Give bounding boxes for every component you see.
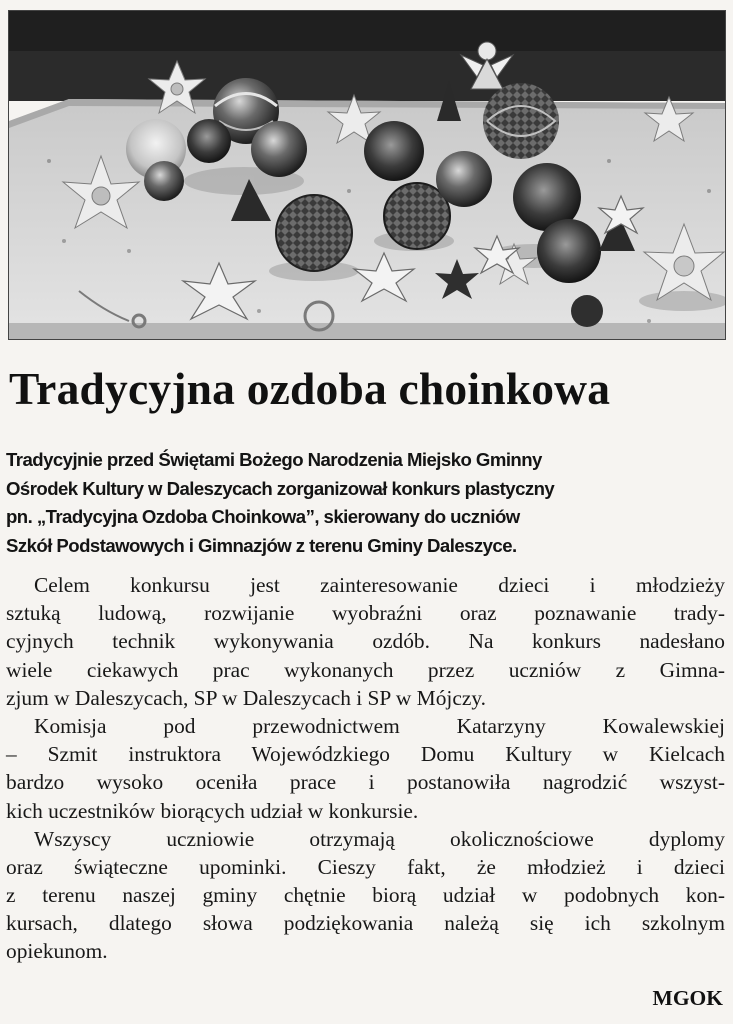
body-line: cyjnych technik wykonywania ozdób. Na konkurs nadesłano	[6, 629, 725, 654]
body-line: bardzo wysoko oceniła prace i postanowiła nagrodzić wszyst-	[6, 770, 725, 795]
body-line: wiele ciekawych prac wykonanych przez uczniów z Gimna-	[6, 657, 725, 682]
body-line: kursach, dlatego słowa podziękowania należą się ich szkolnym	[6, 911, 725, 936]
body-line: zjum w Daleszycach, SP w Daleszycach i SP w Mójczy.	[6, 685, 486, 710]
body-line: Komisja pod przewodnictwem Katarzyny Kowalewskiej	[34, 713, 725, 738]
article-headline: Tradycyjna ozdoba choinkowa	[9, 363, 611, 414]
body-line: Wszyscy uczniowie otrzymają okolicznościowe dyplomy	[34, 826, 725, 851]
article-signature: MGOK	[652, 986, 723, 1010]
lead-line: pn. „Tradycyjna Ozdoba Choinkowa”, skierowany do uczniów	[6, 506, 520, 527]
body-paragraph-3	[6, 825, 725, 966]
body-paragraph-1	[6, 571, 725, 712]
body-line: Celem konkursu jest zainteresowanie dzieci i młodzieży	[34, 573, 725, 597]
body-line: kich uczestników biorących udział w konkursie.	[6, 798, 419, 823]
lead-line: Tradycyjnie przed Świętami Bożego Narodzenia Miejsko Gminny	[6, 449, 542, 470]
lead-line: Ośrodek Kultury w Daleszycach zorganizował konkurs plastyczny	[6, 477, 555, 499]
article-body	[6, 571, 725, 966]
body-line: z terenu naszej gminy chętnie biorą udział w podobnych kon-	[6, 883, 725, 908]
body-line: opiekunom.	[6, 939, 108, 964]
body-line: sztuką ludową, rozwijanie wyobraźni oraz poznawanie trady-	[6, 601, 725, 626]
article-photo-christmas-ornaments	[8, 10, 726, 340]
body-paragraph-2	[6, 712, 725, 825]
body-line: oraz świąteczne upominki. Cieszy fakt, że młodzież i dzieci	[6, 854, 725, 879]
article-lead	[6, 446, 724, 560]
lead-line: Szkół Podstawowych i Gimnazjów z terenu Gminy Daleszyce.	[6, 534, 517, 556]
body-line: – Szmit instruktora Wojewódzkiego Domu Kultury w Kielcach	[6, 742, 725, 767]
